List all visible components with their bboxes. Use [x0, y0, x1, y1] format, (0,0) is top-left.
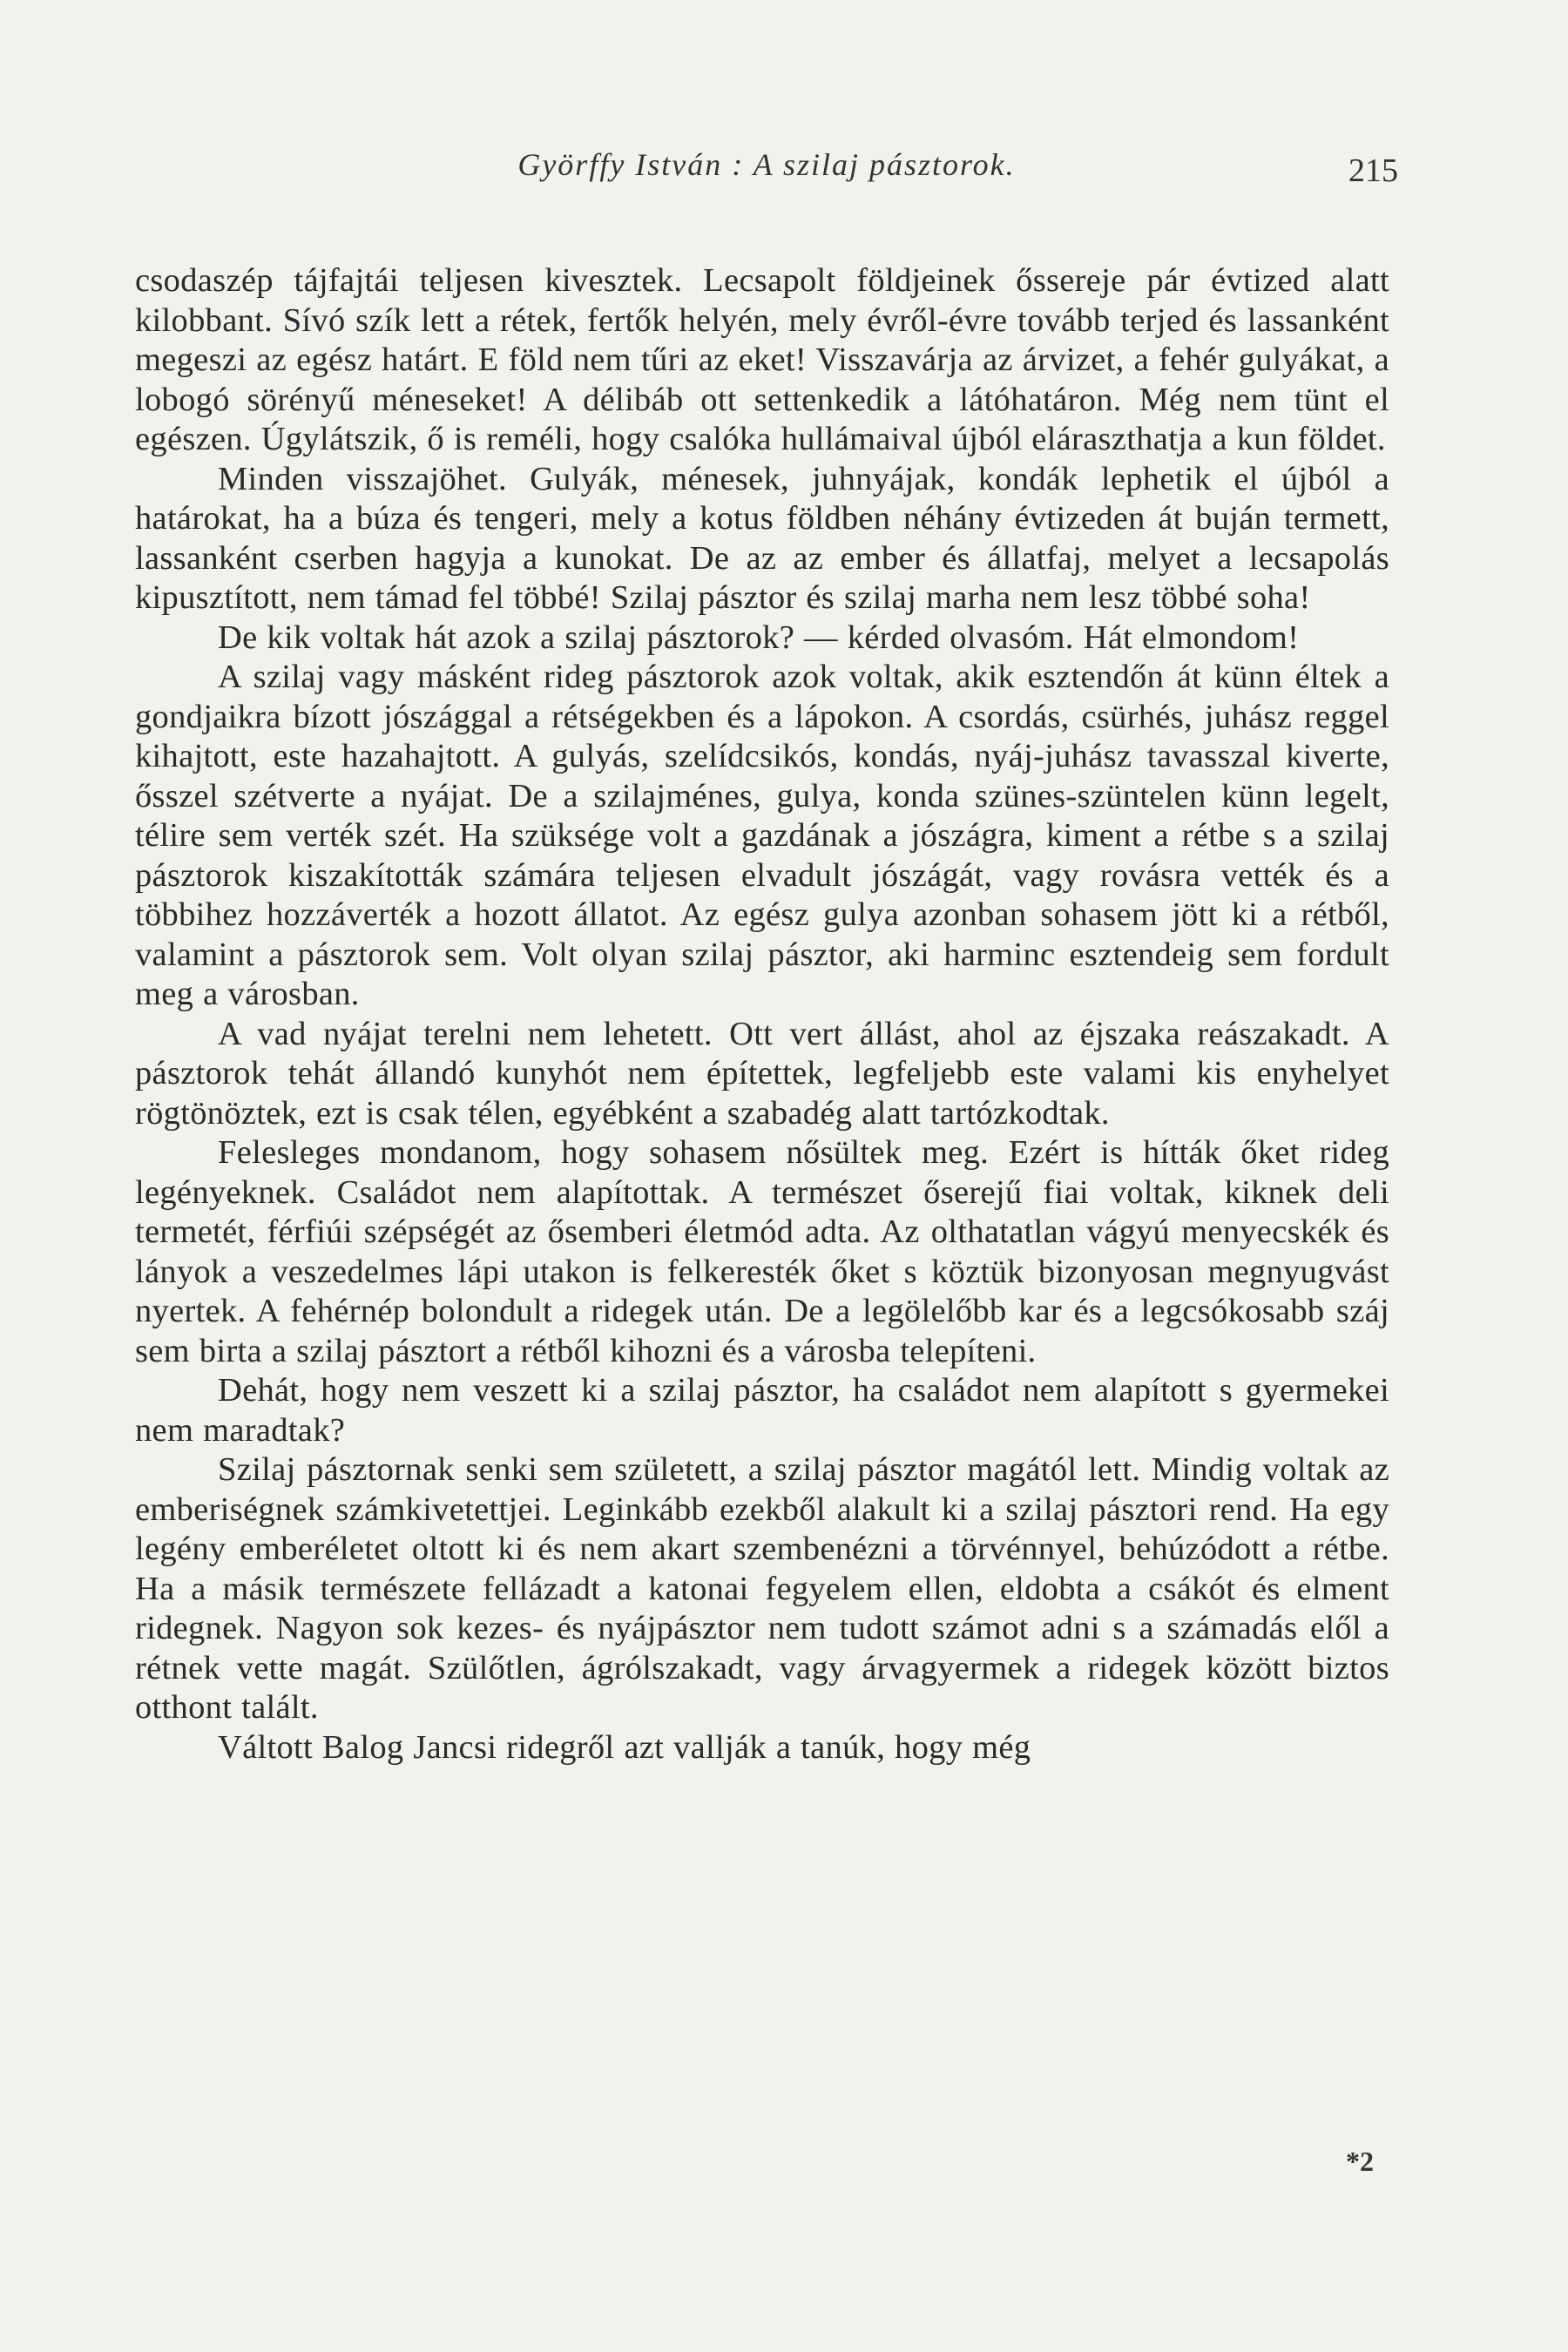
- paragraph: A szilaj vagy másként rideg pásztorok azok voltak, akik esztendőn át künn éltek a gondjaikra bízott jószággal a rétségekben és a lápokon. A csordás, csürhés, juhász reggel kihajtott, este hazahajtott. A gulyás, szelídcsikós, kondás, nyáj-juhász tavasszal kiverte, ősszel szétverte a nyájat. De a szilajménes, gulya, konda szünes-szüntelen künn legelt, télire sem verték szét. Ha szüksége volt a gazdának a jószágra, kiment a rétbe s a szilaj pásztorok kiszakították számára teljesen elvadult jószágát, vagy rovásra vették és a többihez hozzáverték a hozott állatot. Az egész gulya azonban sohasem jött ki a rétből, valamint a pásztorok sem. Volt olyan szilaj pásztor, aki harminc esztendeig sem fordult meg a városban.: [135, 659, 1389, 1012]
- paragraph: Felesleges mondanom, hogy sohasem nősültek meg. Ezért is hítták őket rideg legényeknek. Családot nem alapítottak. A természet őserejű fiai voltak, kiknek deli termetét, férfiúi szépségét az ősemberi életmód adta. Az olthatatlan vágyú menyecskék és lányok a veszedelmes lápi utakon is felkeresték őket s köztük bizonyosan megnyugvást nyertek. A fehérnép bolondult a ridegek után. De a legölelőbb kar és a legcsókosabb száj sem birta a szilaj pásztort a rétből kihozni és a városba telepíteni.: [135, 1134, 1389, 1369]
- paragraph: Dehát, hogy nem veszett ki a szilaj pásztor, ha családot nem alapított s gyermekei nem maradtak?: [135, 1372, 1389, 1449]
- running-title: Györffy István : A szilaj pásztorok.: [517, 147, 1016, 182]
- paragraph: Váltott Balog Jancsi ridegről azt vallják a tanúk, hogy még: [218, 1728, 1031, 1766]
- paragraph: A vad nyájat terelni nem lehetett. Ott vert állást, ahol az éjszaka reászakadt. A pásztorok tehát állandó kunyhót nem építettek, legfeljebb este valami kis enyhelyet rögtönöztek, ezt is csak télen, egyébként a szabadég alatt tartózkodtak.: [135, 1015, 1389, 1132]
- paragraph: Szilaj pásztornak senki sem született, a szilaj pásztor magától lett. Mindig voltak az emberiségnek számkivetettjei. Leginkább ezekből alakult ki a szilaj pásztori rend. Ha egy legény emberéletet oltott ki és nem akart szembenézni a törvénnyel, behúzódott a rétbe. Ha a másik természete fellázadt a katonai fegyelem ellen, eldobta a csákót és elment ridegnek. Nagyon sok kezes- és nyájpásztor nem tudott számot adni s a számadás elől a rétnek vette magát. Szülőtlen, ágrólszakadt, vagy árvagyermek a ridegek között biztos otthont talált.: [135, 1451, 1389, 1726]
- page-header: [135, 146, 1398, 190]
- paragraph: De kik voltak hát azok a szilaj pásztorok? — kérded olvasóm. Hát elmondom!: [218, 618, 1300, 656]
- paragraph: csodaszép tájfajtái teljesen kivesztek. Lecsapolt földjeinek őssereje pár évtized alatt kilobbant. Sívó szík lett a rétek, fertők helyén, mely évről-évre tovább terjed és lassanként megeszi az egész határt. E föld nem tűri az eket! Visszavárja az árvizet, a fehér gulyákat, a lobogó sörényű méneseket! A délibáb ott settenkedik a látóhatáron. Még nem tünt el egészen. Úgylátszik, ő is reméli, hogy csalóka hullámaival újból eláraszthatja a kun földet.: [135, 262, 1389, 457]
- paragraph: Minden visszajöhet. Gulyák, ménesek, juhnyájak, kondák lephetik el újból a határokat, ha a búza és tengeri, mely a kotus földben néhány évtizeden át buján termett, lassanként cserben hagyja a kunokat. De az az ember és állatfaj, melyet a lecsapolás kipusztított, nem támad fel többé! Szilaj pásztor és szilaj marha nem lesz többé soha!: [135, 460, 1389, 616]
- signature-mark: *2: [1346, 2146, 1374, 2177]
- page-number: 215: [1348, 152, 1398, 189]
- body-text: [135, 261, 1389, 1767]
